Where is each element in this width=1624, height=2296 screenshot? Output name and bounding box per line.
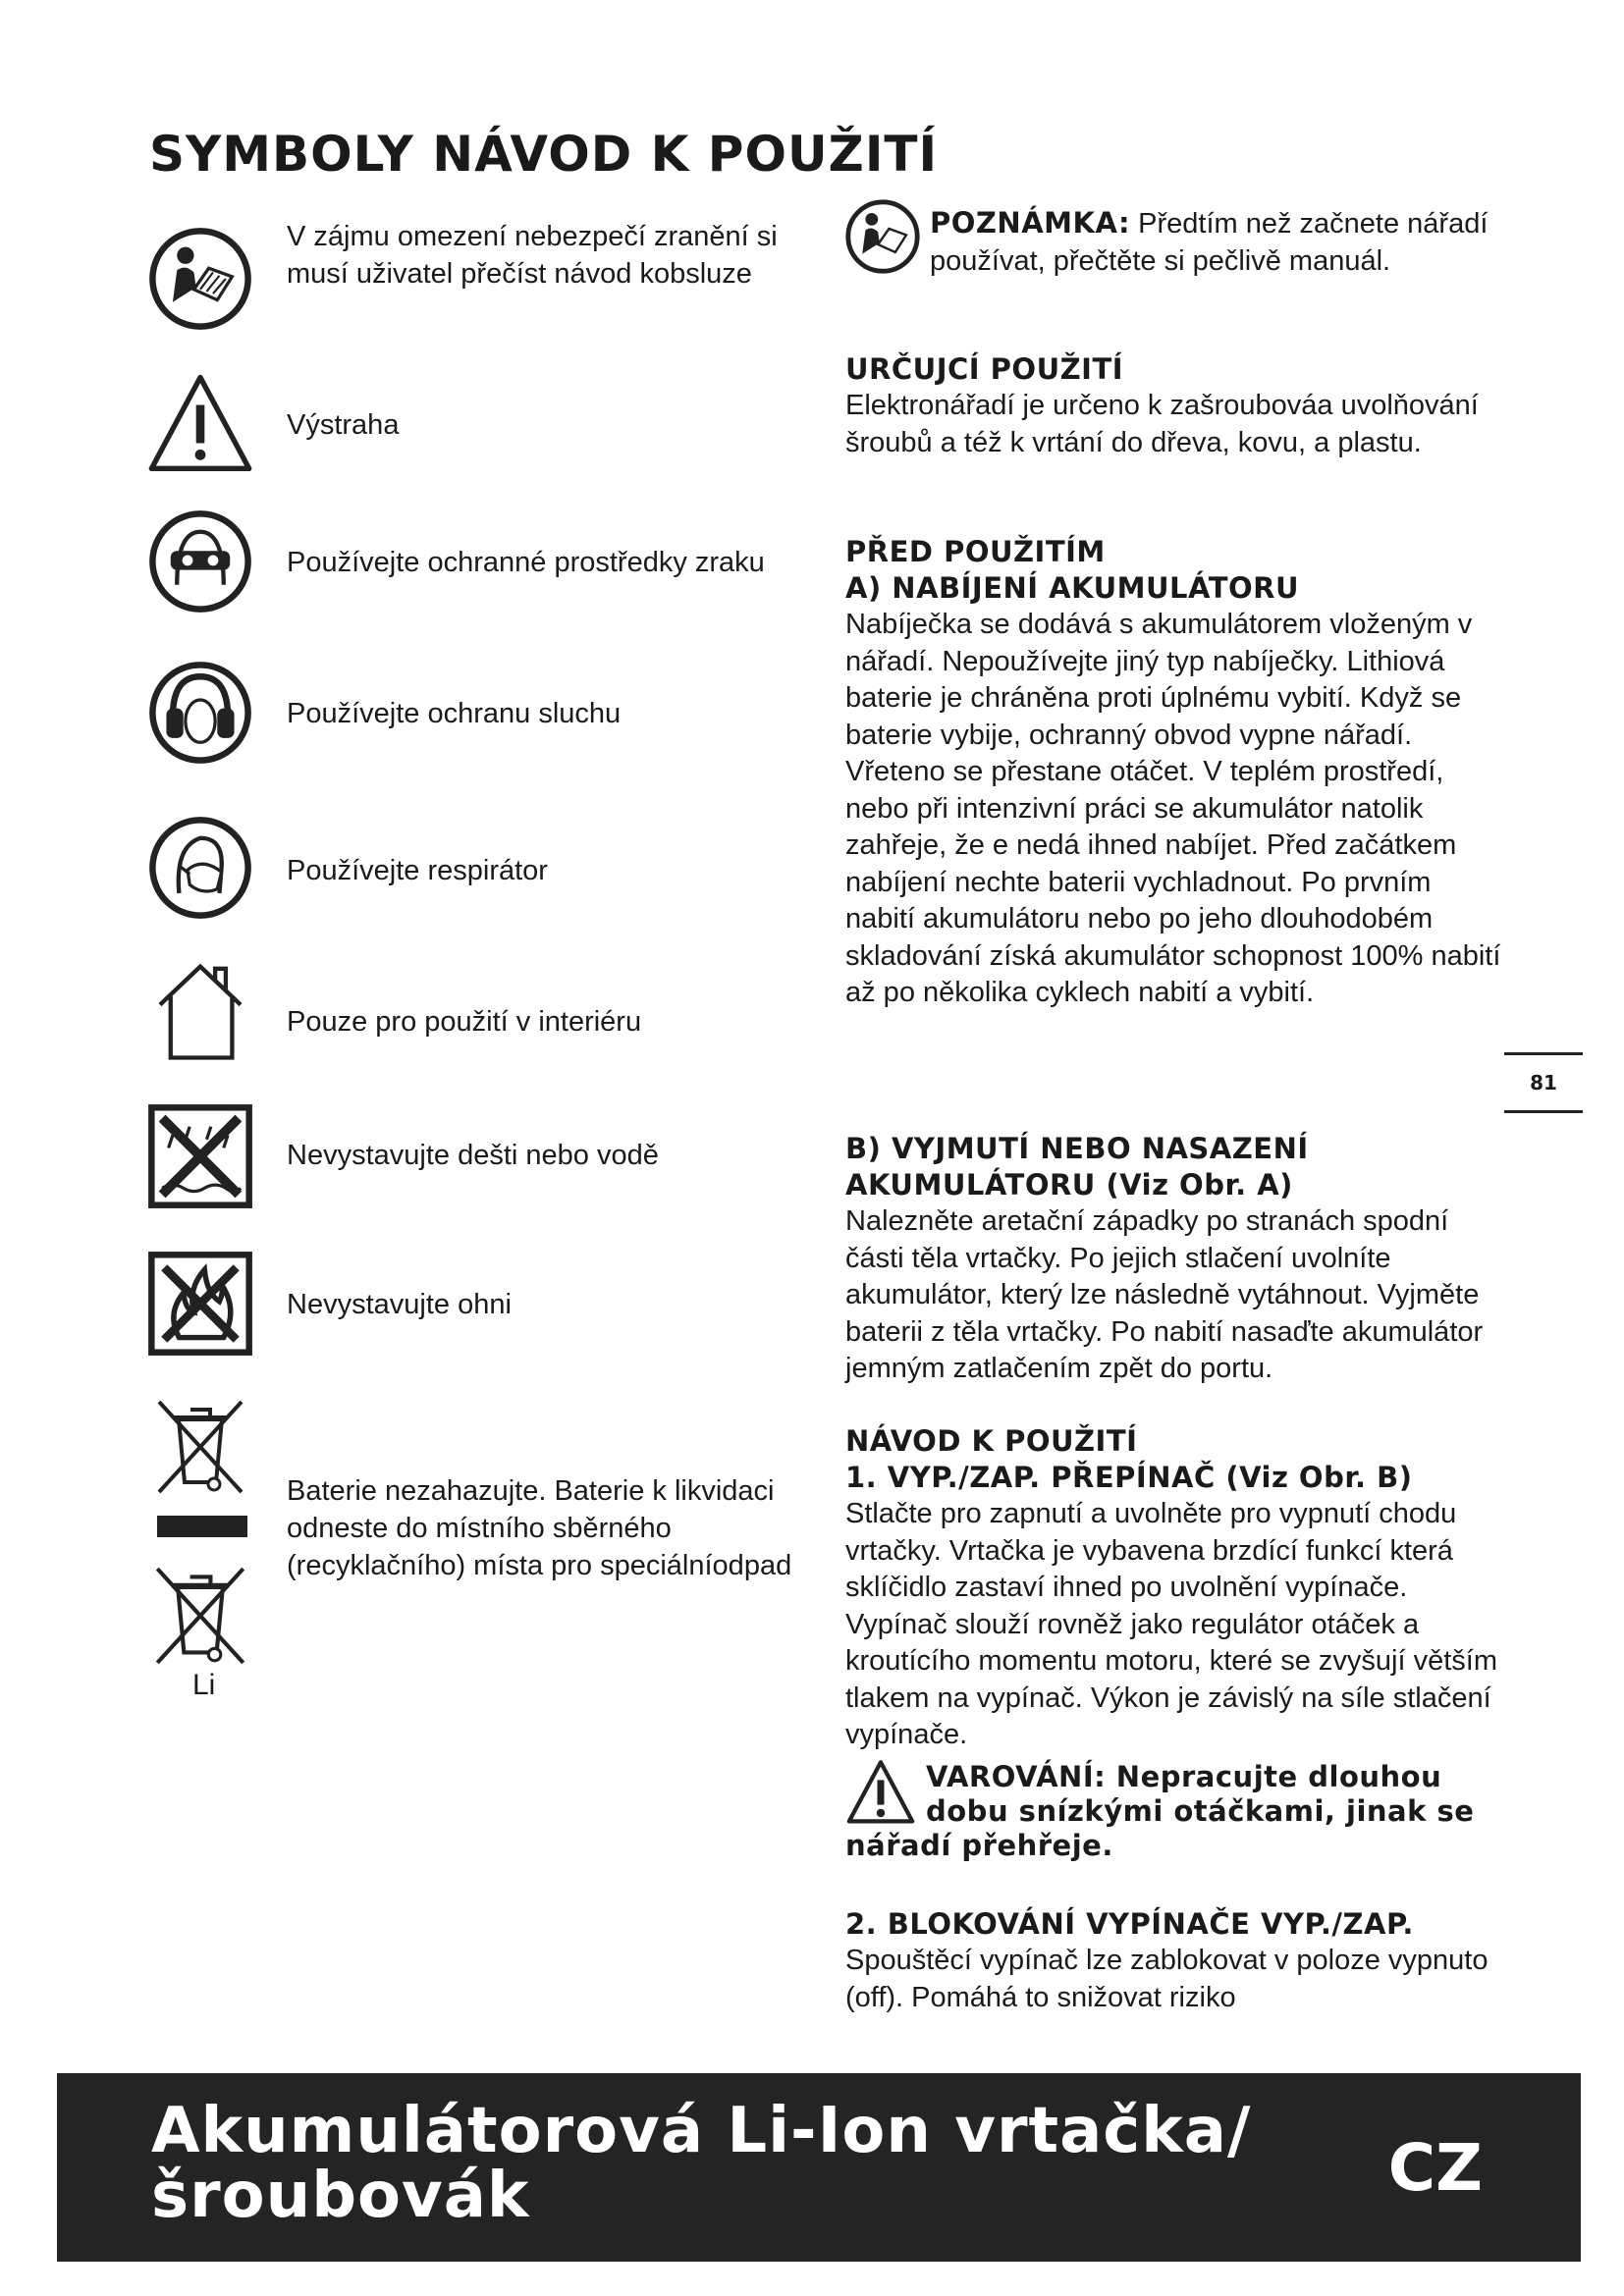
ear-protection-icon [147,660,253,766]
note-text: Předtím než začnete nářadí používat, přečtěte si pečlivě manuál. [930,208,1489,277]
symbol-text-no-fire: Nevystavujte ohni [287,1289,512,1320]
charging-heading: A) NABÍJENÍ AKUMULÁTORU [845,571,1300,605]
switch-lock-section [845,1906,1503,2016]
battery-removal-section [845,1131,1503,1388]
weee-bar [157,1516,247,1537]
before-use-heading: PŘED POUŽITÍM [845,535,1106,568]
language-code: CZ [1387,2130,1483,2206]
note-label: POZNÁMKA: [930,206,1131,240]
instructions-heading: NÁVOD K POUŽITÍ [845,1424,1138,1458]
symbol-text-ear-protection: Používejte ochranu sluchu [287,698,622,729]
power-switch-heading: 1. VYP./ZAP. PŘEPÍNAČ (Viz Obr. B) [845,1461,1413,1494]
footer-banner [57,2073,1581,2262]
indoor-use-icon [147,958,253,1064]
symbol-text-respirator: Používejte respirátor [287,855,548,886]
read-manual-icon [147,226,253,332]
respirator-icon [147,815,253,921]
symbol-text-warning: Výstraha [287,409,400,441]
intended-use-text: Elektronářadí je určeno k zašroubováa uvolňování šroubů a též k vrtání do dřeva, kovu, a plastu. [845,390,1479,458]
before-use-section [845,534,1503,1012]
no-rain-icon [147,1103,253,1209]
warning-icon [147,371,253,477]
warning-block [845,1760,1503,1863]
switch-lock-heading: 2. BLOKOVÁNÍ VYPÍNAČE VYP./ZAP. [845,1907,1414,1941]
page-title: SYMBOLY NÁVOD K POUŽITÍ [149,126,939,183]
footer-title [151,2095,1252,2232]
symbol-text-eye-protection: Používejte ochranné prostředky zraku [287,547,765,578]
footer-title-line1: Akumulátorová Li-Ion vrtačka/ [151,2095,1252,2167]
note-block [845,205,1503,280]
page-number: 81 [1504,1052,1583,1113]
power-switch-text: Stlačte pro zapnutí a uvolněte pro vypnutí chodu vrtačky. Vrtačka je vybavena brzdící funkcí která sklíčidlo zastaví ihned po uvolnění vypínače. Vypínač slouží rovněž jako regulátor otáček a kroutícího momentu motoru, které se zvyšují větším tlakem na vypínač. Výkon je závislý na síle stlačení vypínače. [845,1498,1498,1750]
intended-use-heading: URČUJCÍ POUŽITÍ [845,352,1124,386]
symbol-text-indoor-use: Pouze pro použití v interiéru [287,1006,642,1038]
weee-bin-li-icon [147,1565,253,1667]
battery-removal-text: Nalezněte aretační západky po stranách spodní části těla vrtačky. Po jejich stlačení uvolníte akumulátor, který lze následně vytáhnout. Vyjměte baterii z těla vrtačky. Po nabití nasaďte akumulátor jemným zatlačením zpět do portu. [845,1205,1484,1384]
no-fire-icon [147,1251,253,1357]
warning-text: VAROVÁNÍ: Nepracujte dlouhou dobu snízkými otáčkami, jinak se nářadí přehřeje. [845,1759,1475,1862]
intended-use-section [845,351,1503,461]
symbol-text-battery-disposal: Baterie nezahazujte. Baterie k likvidaci odneste do místního sběrného (recyklačního) místa pro speciálníodpad [287,1475,792,1581]
li-label: Li [192,1669,216,1701]
battery-removal-heading: B) VYJMUTÍ NEBO NASAZENÍ AKUMULÁTORU (Viz Obr. A) [845,1132,1309,1201]
switch-lock-text: Spouštěcí vypínač lze zablokovat v poloze vypnuto (off). Pomáhá to snižovat riziko [845,1945,1489,2013]
eye-protection-icon [147,508,253,614]
read-manual-small-icon [841,197,924,276]
footer-title-line2: šroubovák [151,2160,530,2232]
symbol-text-no-rain: Nevystavujte dešti nebo vodě [287,1140,659,1171]
weee-bin-icon [147,1398,253,1496]
instructions-section [845,1423,1503,1863]
charging-text: Nabíječka se dodává s akumulátorem vloženým v nářadí. Nepoužívejte jiný typ nabíječky. Lithiová baterie je chráněna proti úplnému vybití. Když se baterie vybije, ochranný obvod vypne nářadí. Vřeteno se přestane otáčet. V teplém prostředí, nebo při intenzivní práci se akumulátor natolik zahřeje, že e nedá ihned nabíjet. Před začátkem nabíjení nechte baterii vychladnout. Po prvním nabití akumulátoru nebo po jeho dlouhodobém skladování získá akumulátor schopnost 100% nabití až po několika cyklech nabití a vybití. [845,609,1501,1008]
symbol-text-read-manual: V zájmu omezení nebezpečí zranění si musí uživatel přečíst návod kobsluze [287,221,778,290]
warning-small-icon [841,1758,920,1827]
